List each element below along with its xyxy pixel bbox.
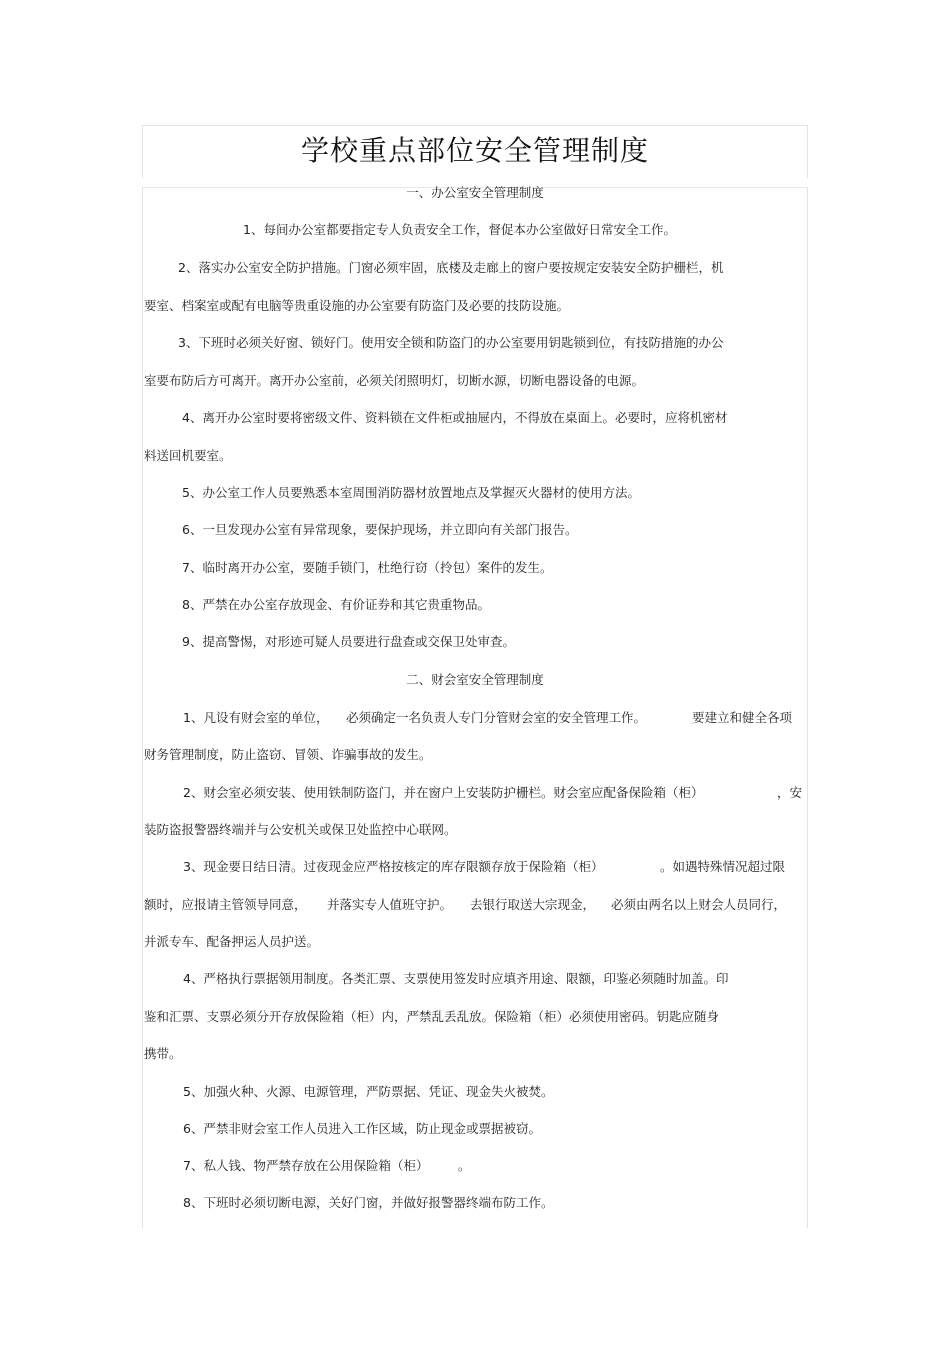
section-heading-office: 一、办公室安全管理制度 xyxy=(406,185,544,200)
paragraph-line: ，安 xyxy=(777,785,803,800)
paragraph-line: 去银行取送大宗现金， xyxy=(470,897,596,912)
paragraph-line: 1、凡设有财会室的单位， xyxy=(183,710,329,725)
paragraph-line: 3、下班时必须关好窗、锁好门。使用安全锁和防盗门的办公室要用钥匙锁到位，有技防措施的办公 xyxy=(178,335,724,350)
paragraph-line: 2、落实办公室安全防护措施。门窗必须牢固，底楼及走廊上的窗户要按规定安装安全防护栅栏，机 xyxy=(178,260,724,275)
paragraph-line: 8、严禁在办公室存放现金、有价证券和其它贵重物品。 xyxy=(182,597,490,612)
paragraph-line: 4、严格执行票据领用制度。各类汇票、支票使用签发时应填齐用途、限额，印鉴必须随时加盖。印 xyxy=(183,971,729,986)
paragraph-line: 7、临时离开办公室，要随手锁门，杜绝行窃（拎包）案件的发生。 xyxy=(182,560,553,575)
paragraph-line: 装防盗报警器终端并与公安机关或保卫处监控中心联网。 xyxy=(144,822,457,837)
paragraph-line: 3、现金要日结日清。过夜现金应严格按核定的库存限额存放于保险箱（柜） xyxy=(183,859,604,874)
paragraph-line: 要室、档案室或配有电脑等贵重设施的办公室要有防盗门及必要的技防设施。 xyxy=(144,298,570,313)
paragraph-line: 。如遇特殊情况超过限 xyxy=(660,859,786,874)
paragraph-line: 4、离开办公室时要将密级文件、资料锁在文件柜或抽屉内，不得放在桌面上。必要时，应将机密材 xyxy=(182,410,728,425)
paragraph-line: 2、财会室必须安装、使用铁制防盗门，并在窗户上安装防护栅栏。财会室应配备保险箱（柜） xyxy=(183,785,704,800)
paragraph-line: 6、一旦发现办公室有异常现象，要保护现场，并立即向有关部门报告。 xyxy=(182,522,578,537)
paragraph-line: 要建立和健全各项 xyxy=(692,710,793,725)
paragraph-line: 携带。 xyxy=(144,1046,182,1061)
paragraph-line: 5、办公室工作人员要熟悉本室周围消防器材放置地点及掌握灭火器材的使用方法。 xyxy=(182,485,640,500)
paragraph-line: 料送回机要室。 xyxy=(144,448,232,463)
section-heading-finance: 二、财会室安全管理制度 xyxy=(406,672,544,687)
paragraph-line: 8、下班时必须切断电源，关好门窗，并做好报警器终端布防工作。 xyxy=(183,1195,554,1210)
paragraph-line: 5、加强火种、火源、电源管理，严防票据、凭证、现金失火被焚。 xyxy=(183,1084,554,1099)
page-title: 学校重点部位安全管理制度 xyxy=(300,134,649,167)
paragraph-line: 1、每间办公室都要指定专人负责安全工作，督促本办公室做好日常安全工作。 xyxy=(243,222,676,237)
paragraph-line: 并派专车、配备押运人员护送。 xyxy=(144,934,320,949)
paragraph-line: 财务管理制度，防止盗窃、冒领、诈骗事故的发生。 xyxy=(144,747,432,762)
paragraph-line: 并落实专人值班守护。 xyxy=(327,897,453,912)
paragraph-line: 室要布防后方可离开。离开办公室前，必须关闭照明灯，切断水源，切断电器设备的电源。 xyxy=(144,373,645,388)
paragraph-line: 必须确定一名负责人专门分管财会室的安全管理工作。 xyxy=(346,710,647,725)
paragraph-line: 7、私人钱、物严禁存放在公用保险箱（柜） xyxy=(183,1158,429,1173)
paragraph-line: 鉴和汇票、支票必须分开存放保险箱（柜）内，严禁乱丢乱放。保险箱（柜）必须使用密码。钥匙应随身 xyxy=(144,1009,720,1024)
paragraph-line: 6、严禁非财会室工作人员进入工作区域，防止现金或票据被窃。 xyxy=(183,1121,541,1136)
paragraph-line: 9、提高警惕，对形迹可疑人员要进行盘查或交保卫处审查。 xyxy=(182,634,515,649)
paragraph-line: 额时，应报请主管领导同意， xyxy=(144,897,307,912)
paragraph-line: 。 xyxy=(458,1158,471,1173)
paragraph-line: 必须由两名以上财会人员同行， xyxy=(611,897,787,912)
